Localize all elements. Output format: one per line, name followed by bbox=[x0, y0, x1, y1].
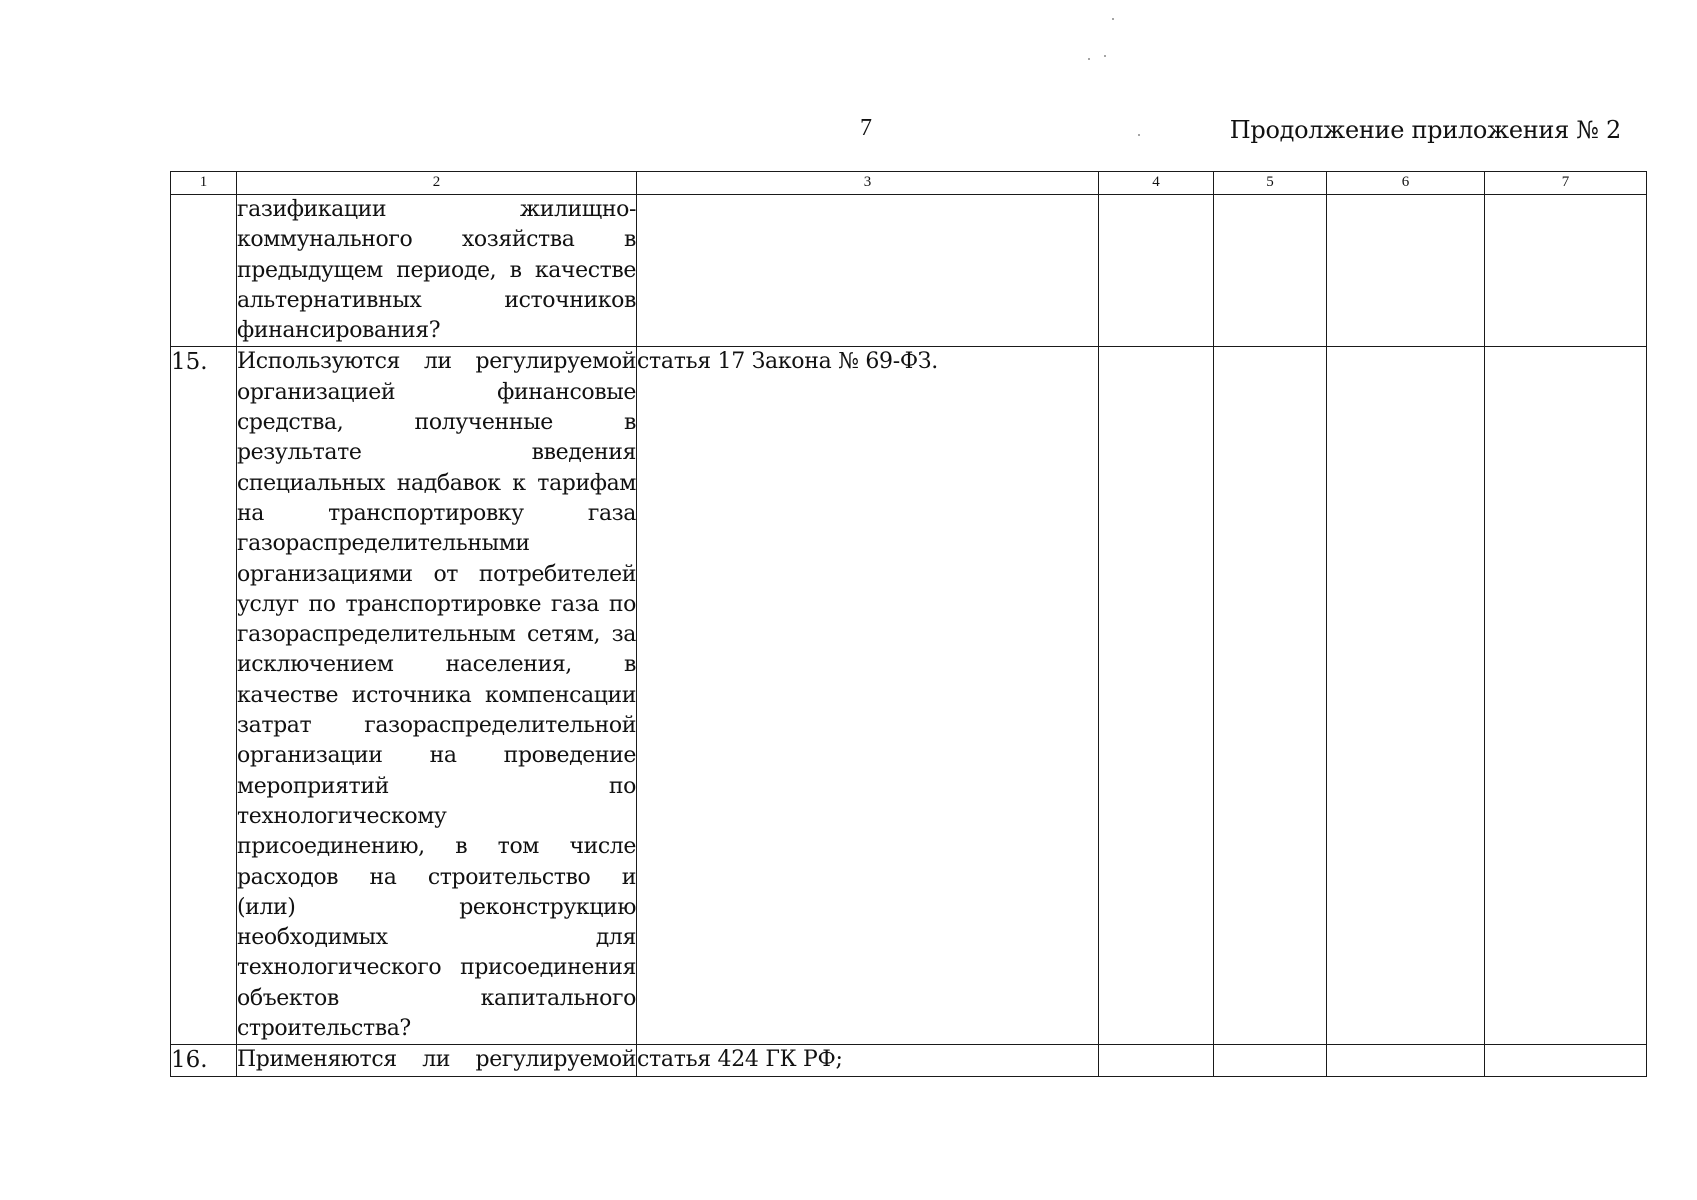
question-line: технологического присоединения bbox=[237, 955, 636, 981]
question-line: исключением населения, в bbox=[237, 652, 636, 678]
question-line: средства, полученные в bbox=[237, 410, 636, 436]
row-number: 15. bbox=[171, 347, 237, 1045]
question-line: затрат газораспределительной bbox=[237, 713, 636, 739]
scan-speck bbox=[1112, 18, 1114, 20]
column-number: 3 bbox=[637, 172, 1099, 195]
question-line: объектов капитального bbox=[237, 985, 636, 1011]
question-cell bbox=[237, 1045, 637, 1076]
scan-speck bbox=[1138, 134, 1140, 136]
question-line: газораспределительным сетям, за bbox=[237, 622, 636, 648]
answer-cell bbox=[1214, 195, 1327, 347]
question-line: газораспределительными bbox=[237, 531, 530, 557]
column-number: 7 bbox=[1485, 172, 1647, 195]
answer-cell bbox=[1099, 195, 1214, 347]
question-line: организации на проведение bbox=[237, 743, 636, 769]
column-number: 5 bbox=[1214, 172, 1327, 195]
column-number: 4 bbox=[1099, 172, 1214, 195]
answer-cell bbox=[1327, 195, 1485, 347]
answer-cell bbox=[1485, 347, 1647, 1045]
audit-table bbox=[170, 171, 1647, 1077]
scan-speck bbox=[1104, 55, 1106, 57]
answer-cell bbox=[1327, 347, 1485, 1045]
question-line: расходов на строительство и bbox=[237, 864, 636, 890]
row-number bbox=[171, 195, 237, 347]
question-line: (или) реконструкцию bbox=[237, 894, 636, 920]
question-line: Применяются ли регулируемой bbox=[237, 1047, 636, 1073]
scan-speck bbox=[1088, 58, 1090, 60]
answer-cell bbox=[1099, 347, 1214, 1045]
column-number: 2 bbox=[237, 172, 637, 195]
question-line: услуг по транспортировке газа по bbox=[237, 591, 636, 617]
question-line: предыдущем периоде, в качестве bbox=[237, 257, 636, 283]
question-line: специальных надбавок к тарифам bbox=[237, 470, 636, 496]
reference-cell: статья 17 Закона № 69-ФЗ. bbox=[637, 347, 1099, 1045]
answer-cell bbox=[1485, 1045, 1647, 1076]
question-line: Используются ли регулируемой bbox=[237, 349, 636, 375]
question-line: технологическому bbox=[237, 803, 447, 829]
column-number: 6 bbox=[1327, 172, 1485, 195]
answer-cell bbox=[1099, 1045, 1214, 1076]
question-cell bbox=[237, 347, 637, 1045]
column-number-row bbox=[171, 172, 1647, 195]
question-line: качестве источника компенсации bbox=[237, 682, 636, 708]
question-line: газификации жилищно- bbox=[237, 197, 636, 222]
row-number: 16. bbox=[171, 1045, 237, 1076]
answer-cell bbox=[1214, 1045, 1327, 1076]
question-line: результате введения bbox=[237, 440, 636, 466]
answer-cell bbox=[1214, 347, 1327, 1045]
question-line: организацией финансовые bbox=[237, 379, 636, 405]
answer-cell bbox=[1327, 1045, 1485, 1076]
question-line: строительства? bbox=[237, 1016, 411, 1042]
question-line: финансирования? bbox=[237, 318, 441, 344]
table-row bbox=[171, 1045, 1647, 1076]
question-cell bbox=[237, 195, 637, 347]
question-line: мероприятий по bbox=[237, 773, 636, 799]
question-line: организациями от потребителей bbox=[237, 561, 636, 587]
reference-cell: статья 424 ГК РФ; bbox=[637, 1045, 1099, 1076]
continuation-title: Продолжение приложения № 2 bbox=[1229, 116, 1621, 144]
answer-cell bbox=[1485, 195, 1647, 347]
reference-cell bbox=[637, 195, 1099, 347]
column-number: 1 bbox=[171, 172, 237, 195]
table-row bbox=[171, 195, 1647, 347]
question-line: на транспортировку газа bbox=[237, 500, 636, 526]
table-row bbox=[171, 347, 1647, 1045]
page-number: 7 bbox=[860, 115, 872, 141]
question-line: необходимых для bbox=[237, 925, 636, 951]
question-line: присоединению, в том числе bbox=[237, 834, 636, 860]
question-line: коммунального хозяйства в bbox=[237, 227, 636, 253]
question-line: альтернативных источников bbox=[237, 287, 636, 313]
